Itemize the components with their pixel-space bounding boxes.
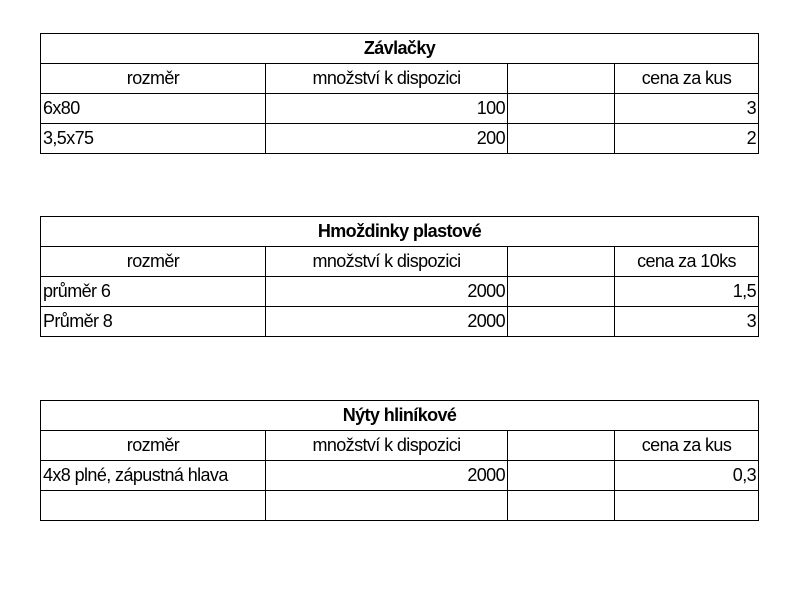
table-cell[interactable]: 2000	[266, 461, 508, 491]
table-cell[interactable]: 3	[615, 94, 759, 124]
table-cell[interactable]	[508, 461, 615, 491]
table-cell[interactable]	[508, 124, 615, 154]
table-title: Hmoždinky plastové	[41, 217, 759, 247]
title-row	[41, 34, 759, 64]
column-header: rozměr	[41, 64, 266, 94]
table-cell[interactable]	[615, 491, 759, 521]
table-cell[interactable]: 2000	[266, 277, 508, 307]
table-cell[interactable]: 2000	[266, 307, 508, 337]
table-cell[interactable]: 200	[266, 124, 508, 154]
table-cell[interactable]	[508, 307, 615, 337]
header-row	[41, 64, 759, 94]
table-cell[interactable]: 3	[615, 307, 759, 337]
table-cell[interactable]: 2	[615, 124, 759, 154]
header-row	[41, 431, 759, 461]
table-row	[41, 277, 759, 307]
title-row	[41, 217, 759, 247]
table-cell[interactable]	[508, 277, 615, 307]
table-row	[41, 307, 759, 337]
table-cell[interactable]: průměr 6	[41, 277, 266, 307]
table-cell[interactable]: 6x80	[41, 94, 266, 124]
table-row	[41, 461, 759, 491]
table-cell[interactable]: 0,3	[615, 461, 759, 491]
table-cell[interactable]	[508, 491, 615, 521]
table-cell[interactable]: Průměr 8	[41, 307, 266, 337]
table-cell[interactable]	[41, 491, 266, 521]
hmozdinky-table	[40, 216, 759, 337]
table-cell[interactable]: 4x8 plné, zápustná hlava	[41, 461, 266, 491]
table-cell[interactable]	[266, 491, 508, 521]
nyty-table	[40, 400, 759, 521]
column-header: množství k dispozici	[266, 247, 508, 277]
table-cell[interactable]: 100	[266, 94, 508, 124]
header-row	[41, 247, 759, 277]
column-header: rozměr	[41, 431, 266, 461]
table-title: Nýty hliníkové	[41, 401, 759, 431]
table-row	[41, 124, 759, 154]
table-cell[interactable]: 3,5x75	[41, 124, 266, 154]
table-row	[41, 491, 759, 521]
column-header: množství k dispozici	[266, 64, 508, 94]
column-header: cena za kus	[615, 64, 759, 94]
column-header: cena za 10ks	[615, 247, 759, 277]
column-header: rozměr	[41, 247, 266, 277]
table-cell[interactable]	[508, 94, 615, 124]
column-header: cena za kus	[615, 431, 759, 461]
zavlacky-table	[40, 33, 759, 154]
column-header	[508, 64, 615, 94]
table-cell[interactable]: 1,5	[615, 277, 759, 307]
title-row	[41, 401, 759, 431]
column-header	[508, 247, 615, 277]
column-header	[508, 431, 615, 461]
column-header: množství k dispozici	[266, 431, 508, 461]
table-title: Závlačky	[41, 34, 759, 64]
table-row	[41, 94, 759, 124]
